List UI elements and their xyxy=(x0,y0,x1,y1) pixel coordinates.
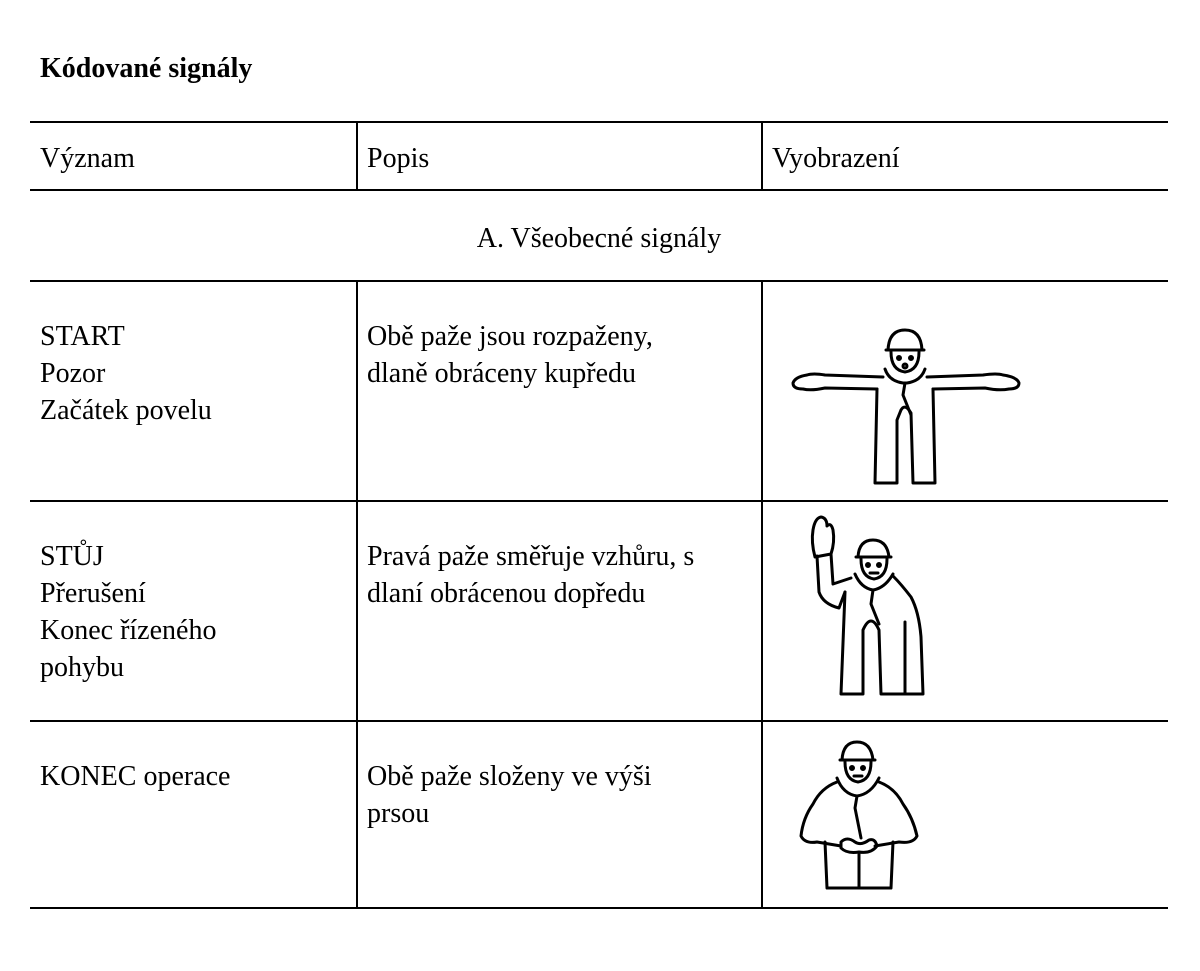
table-rule-header xyxy=(30,189,1168,191)
table-col-divider xyxy=(356,121,358,191)
row-description: Obě paže složeny ve výši prsou xyxy=(367,761,652,829)
row-meaning: STŮJ Přerušení Konec řízeného pohybu xyxy=(40,541,217,683)
row-meaning: KONEC operace xyxy=(40,761,231,792)
row-description: Obě paže jsou rozpaženy, dlaně obráceny kupředu xyxy=(367,321,653,389)
table-rule-top xyxy=(30,121,1168,123)
arms-folded-figure xyxy=(795,738,925,898)
table-col-divider xyxy=(761,280,763,909)
table-col-divider xyxy=(761,121,763,191)
section-heading: A. Všeobecné signály xyxy=(476,223,722,254)
table-rule-row1 xyxy=(30,500,1168,502)
row-description: Pravá paže směřuje vzhůru, s dlaní obrácenou dopředu xyxy=(367,541,695,609)
row-meaning: START Pozor Začátek povelu xyxy=(40,321,212,426)
table-rule-bottom xyxy=(30,907,1168,909)
page-title: Kódované signály xyxy=(40,53,253,84)
header-meaning: Význam xyxy=(40,143,135,174)
arms-outstretched-figure xyxy=(785,325,1025,490)
header-description: Popis xyxy=(367,143,430,174)
table-rule-row2 xyxy=(30,720,1168,722)
table-rule-section xyxy=(30,280,1168,282)
right-arm-raised-figure xyxy=(805,512,930,702)
header-illustration: Vyobrazení xyxy=(772,143,900,174)
table-col-divider xyxy=(356,280,358,909)
